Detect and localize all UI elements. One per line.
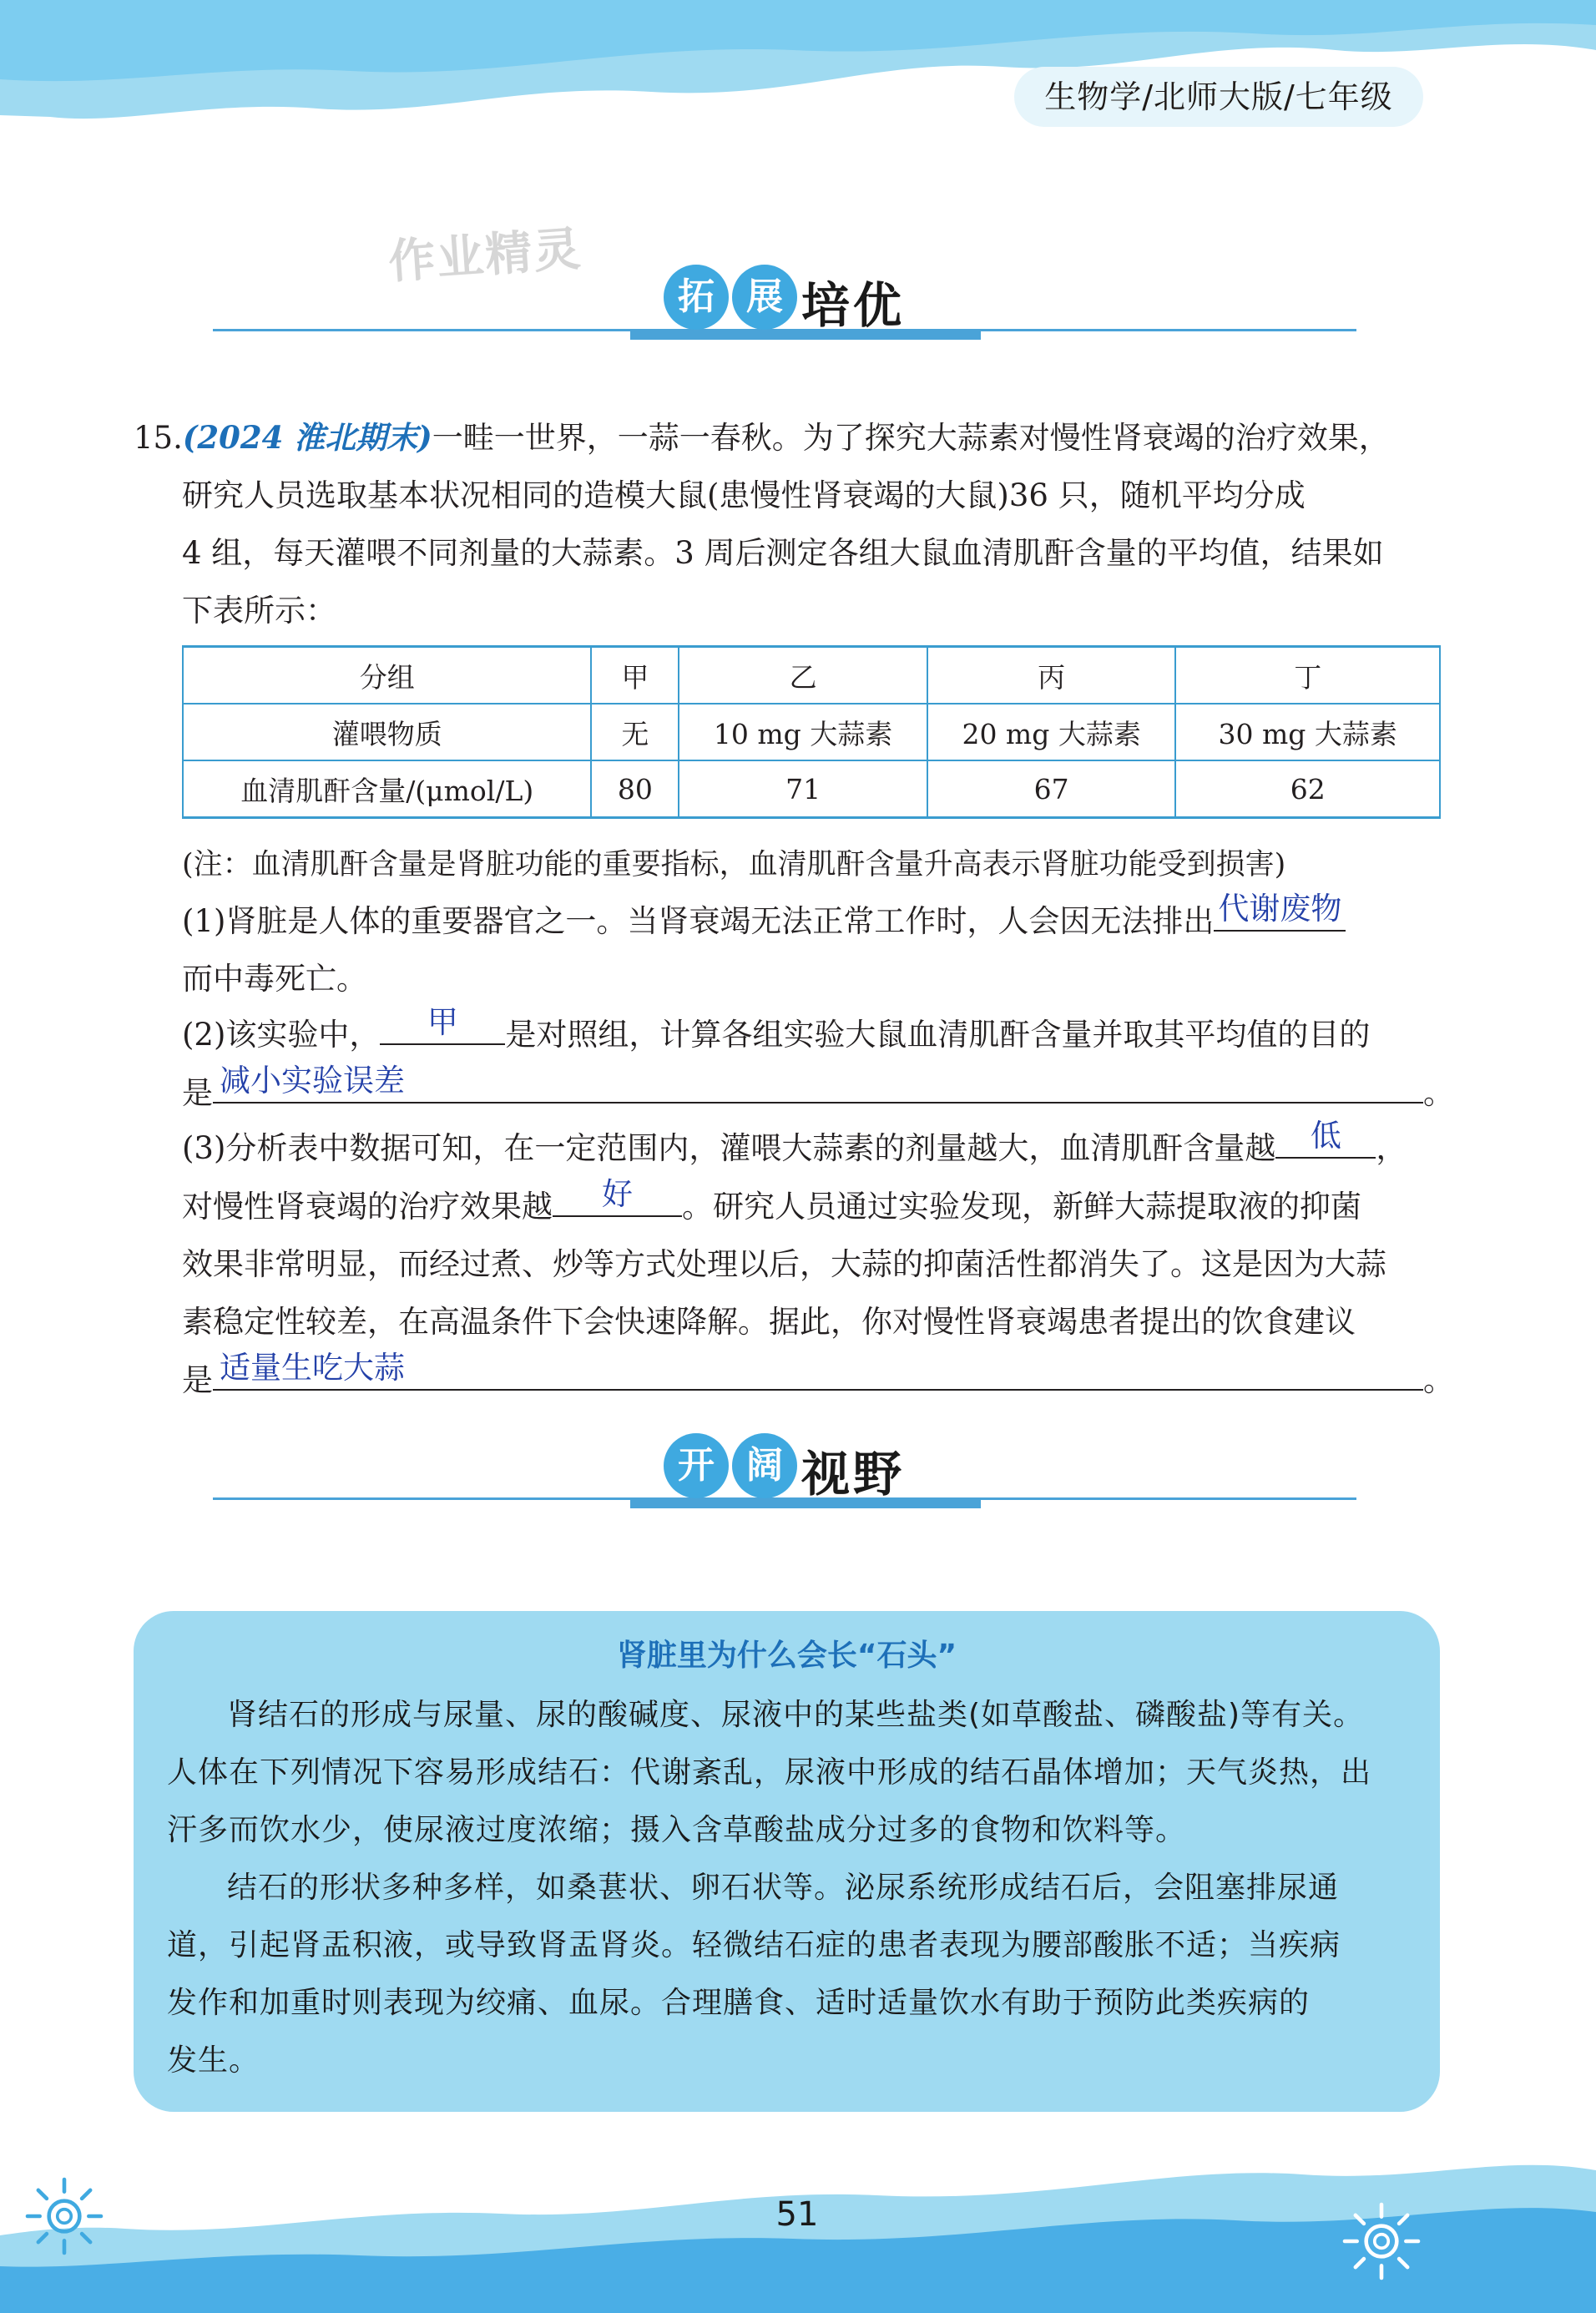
table-cell: 灌喂物质 (183, 704, 591, 760)
sun-icon (18, 2170, 110, 2262)
part-2 (182, 1005, 1459, 1122)
reading-line: 道，引起肾盂积液，或导致肾盂肾炎。轻微结石症的患者表现为腰部酸胀不适；当疾病 (167, 1928, 1341, 1962)
answer-blank (553, 1177, 682, 1217)
section-badge-2: 阔 (732, 1433, 797, 1498)
part-3-comma: ， (1376, 1130, 1407, 1166)
table-cell: 20 mg 大蒜素 (927, 704, 1176, 760)
table-cell: 10 mg 大蒜素 (679, 704, 927, 760)
table-header-cell: 丁 (1175, 647, 1440, 705)
table-cell: 80 (591, 760, 679, 818)
stem-line-4: 下表所示： (182, 593, 336, 629)
table-header-row (183, 647, 1440, 705)
answer-handwritten: 代谢废物 (1218, 891, 1342, 927)
part-2-text-mid: 是对照组，计算各组实验大鼠血清肌酐含量并取其平均值的目的 (505, 1017, 1371, 1053)
section-title: 培优 (801, 277, 906, 334)
reading-line: 发生。 (167, 2043, 260, 2078)
answer-blank (1214, 891, 1346, 932)
sun-icon (1419, 50, 1519, 150)
part-3 (182, 1119, 1459, 1409)
part-1 (182, 891, 1459, 1008)
stem-line-2: 研究人员选取基本状况相同的造模大鼠(患慢性肾衰竭的大鼠)36 只，随机平均分成 (182, 477, 1306, 513)
reading-line: 结石的形状多种多样，如桑葚状、卵石状等。泌尿系统形成结石后，会阻塞排尿通 (227, 1871, 1340, 1905)
reading-line: 发作和加重时则表现为绞痛、血尿。合理膳食、适时适量饮水有助于预防此类疾病的 (167, 1986, 1311, 2020)
part-3-text-e: 素稳定性较差，在高温条件下会快速降解。据此，你对慢性肾衰竭患者提出的饮食建议 (182, 1304, 1356, 1340)
table-cell: 71 (679, 760, 927, 818)
table-header-cell: 丙 (927, 647, 1176, 705)
part-2-text: (2)该实验中， (182, 1017, 381, 1053)
section-badge-2: 展 (732, 265, 797, 330)
part-3-text-f: 是 (182, 1362, 213, 1398)
reading-paragraph-1 (167, 1686, 1411, 1859)
results-table (182, 645, 1441, 819)
section-header-horizon (213, 1415, 1356, 1523)
table-cell: 血清肌酐含量/(μmol/L) (183, 760, 591, 818)
stem-text-1: 一畦一世界，一蒜一春秋。为了探究大蒜素对慢性肾衰竭的治疗效果， (432, 420, 1390, 456)
table-header-cell: 分组 (183, 647, 591, 705)
table-cell: 62 (1175, 760, 1440, 818)
table-header-cell: 甲 (591, 647, 679, 705)
table-row (183, 760, 1440, 818)
answer-handwritten: 低 (1310, 1118, 1341, 1154)
part-3-text-c: 。研究人员通过实验发现，新鲜大蒜提取液的抑菌 (682, 1189, 1361, 1225)
part-1-text: (1)肾脏是人体的重要器官之一。当肾衰竭无法正常工作时，人会因无法排出 (182, 903, 1215, 939)
page-number: 51 (775, 2195, 819, 2234)
part-3-period: 。 (1423, 1362, 1454, 1398)
part-1-text-end: 而中毒死亡。 (182, 961, 367, 997)
table-note: (注：血清肌酐含量是肾脏功能的重要指标，血清肌酐含量升高表示肾脏功能受到损害) (182, 848, 1286, 881)
table-cell: 30 mg 大蒜素 (1175, 704, 1440, 760)
answer-blank (1275, 1119, 1376, 1159)
question-stem (134, 409, 1444, 639)
reading-line: 肾结石的形成与尿量、尿的酸碱度、尿液中的某些盐类(如草酸盐、磷酸盐)等有关。 (227, 1698, 1365, 1732)
stem-line-1 (134, 409, 1444, 467)
table-cell: 67 (927, 760, 1176, 818)
reading-paragraph-2 (167, 1859, 1411, 2089)
answer-blank (380, 1005, 505, 1045)
part-3-text-b: 对慢性肾衰竭的治疗效果越 (182, 1189, 553, 1225)
table-cell: 无 (591, 704, 679, 760)
question-number: 15. (134, 420, 183, 456)
source-tag: (2024 淮北期末) (182, 419, 432, 456)
answer-handwritten: 减小实验误差 (220, 1063, 405, 1098)
section-title: 视野 (801, 1446, 906, 1502)
stem-line-3: 4 组，每天灌喂不同剂量的大蒜素。3 周后测定各组大鼠血清肌酐含量的平均值，结果如 (182, 535, 1384, 571)
watermark-text: 作业精灵 (386, 221, 584, 290)
part-3-text-d: 效果非常明显，而经过煮、炒等方式处理以后，大蒜的抑菌活性都消失了。这是因为大蒜 (182, 1246, 1386, 1282)
part-2-period: 。 (1423, 1075, 1454, 1111)
table-header-cell: 乙 (679, 647, 927, 705)
sun-icon (1336, 2195, 1427, 2287)
header-subject-label: 生物学/北师大版/七年级 (1044, 78, 1393, 115)
answer-handwritten: 好 (602, 1176, 633, 1212)
answer-handwritten: 甲 (427, 1004, 458, 1040)
part-2-text-c: 是 (182, 1075, 213, 1111)
answer-blank (213, 1063, 1423, 1103)
answer-handwritten: 适量生吃大蒜 (220, 1350, 405, 1386)
part-3-text: (3)分析表中数据可知，在一定范围内，灌喂大蒜素的剂量越大，血清肌酐含量越 (182, 1130, 1276, 1166)
answer-blank (213, 1351, 1423, 1391)
section-badge-1: 开 (664, 1433, 729, 1498)
reading-line: 汗多而饮水少，使尿液过度浓缩；摄入含草酸盐成分过多的食物和饮料等。 (167, 1813, 1187, 1847)
reading-title: 肾脏里为什么会长“石头” (616, 1639, 957, 1673)
table-row (183, 704, 1440, 760)
section-badge-1: 拓 (664, 265, 729, 330)
section-header-extension (213, 246, 1356, 355)
reading-line: 人体在下列情况下容易形成结石：代谢紊乱，尿液中形成的结石晶体增加；天气炎热，出 (167, 1755, 1372, 1790)
